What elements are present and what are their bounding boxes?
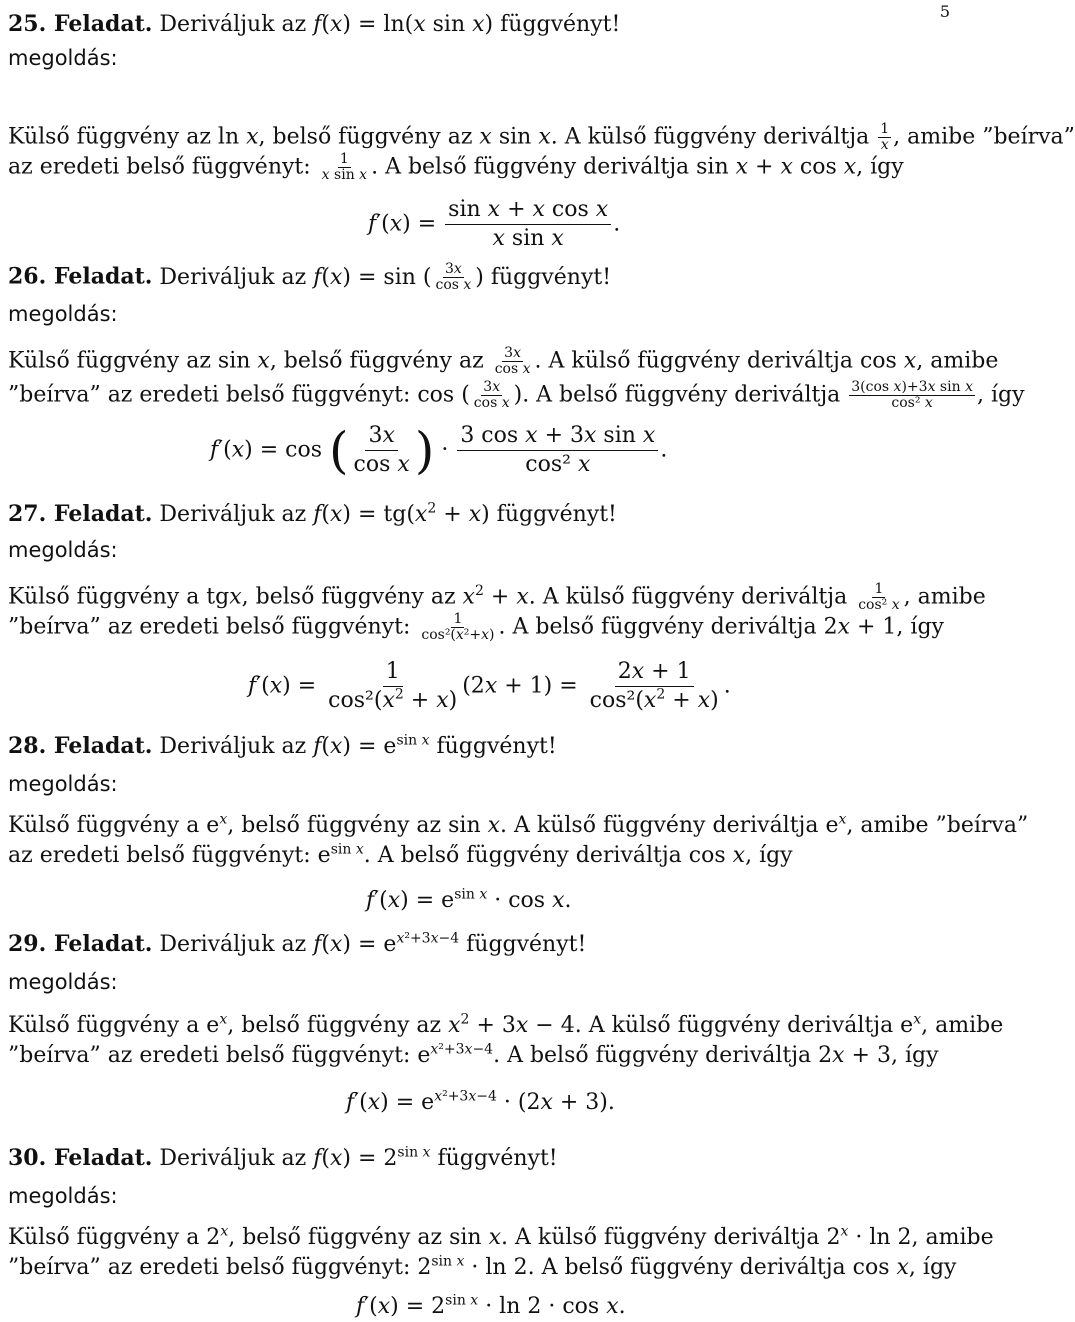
solution-text-line-1: Külső függvény a $e^x$, belső függvény az $x^2 + 3x - 4$. A külső függvény deriváltja $e^x$, amibe — [8, 1011, 1004, 1038]
solution-text-line-1: Külső függvény az ln x, belső függvény az x sin x. A külső függvény deriváltja $\frac{1}{x}$ , amibe ”beírva” — [8, 121, 1075, 153]
problem-statement: Deriváljuk az $f(x) = 2^{sin x}$ függvényt! — [159, 1144, 558, 1171]
page-number: 5 — [939, 2, 950, 21]
result-equation: f′(x) = $\frac{\text{sin x + x cos x}}{\text{x sin x}}$ . — [368, 197, 621, 251]
solution-text-line-2: ”beírva” az eredeti belső függvényt: $\frac{1}{\text{cos²(x²+x)}}$ . A belső függvény deriváltja 2x + 1, így — [8, 611, 944, 643]
problem-number: 27. Feladat. — [8, 501, 153, 527]
solution-text-line-2: az eredeti belső függvényt: $e^{sin x}$. A belső függvény deriváltja cos x, így — [8, 841, 793, 868]
problem-number: 26. Feladat. — [8, 263, 153, 290]
problem-title — [8, 930, 586, 959]
solution-label: megoldás: — [8, 1184, 118, 1208]
solution-text-line-1: Külső függvény a $e^x$, belső függvény az sin x. A külső függvény deriváltja $e^x$, amibe ”beírva” — [8, 811, 1029, 838]
problem-number: 25. Feladat. — [8, 11, 153, 37]
solution-text-line-1: Külső függvény az sin x, belső függvény az $\frac{3x}{\text{cos x}}$ . A külső függvény deriváltja cos x, amibe — [8, 345, 999, 377]
result-equation: f′(x) = $\frac{1}{\cos^2(x^2 + x)}$ (2x + 1) = $\frac{2x + 1}{\cos^2(x^2 + x)}$ . — [248, 659, 731, 713]
result-equation: f′(x) = cos ( $\frac{3x}{\text{cos x}}$ ) · $\frac{\text{3 cos x + 3x sin x}}{\text{cos² x}}$ . — [210, 421, 668, 480]
solution-text-line-2: ”beírva” az eredeti belső függvényt: $2^{sin x} \cdot \ln 2$. A belső függvény deriváltja cos x, így — [8, 1253, 957, 1280]
problem-statement: Deriváljuk az f(x) = ln(x sin x) függvényt! — [159, 12, 621, 37]
solution-label: megoldás: — [8, 302, 118, 326]
problem-statement: Deriváljuk az f(x) = sin ( $\frac{3x}{\text{cos x}}$ ) függvényt! — [159, 261, 612, 293]
problem-title — [8, 1144, 558, 1173]
solution-text-line-2: az eredeti belső függvényt: $\frac{1}{\text{x sin x}}$ . A belső függvény deriváltja sin x + x cos x, így — [8, 151, 904, 183]
result-equation: $f'(x) = e^{x^2+3x-4} \cdot (2x + 3)$. — [346, 1088, 615, 1115]
solution-label: megoldás: — [8, 970, 118, 994]
problem-title — [8, 500, 617, 529]
solution-text-line-2: ”beírva” az eredeti belső függvényt: $e^{x^2+3x-4}$. A belső függvény deriváltja 2x + 3, így — [8, 1041, 939, 1068]
problem-statement: Deriváljuk az $f(x) = e^{x^2+3x-4}$ függvényt! — [159, 930, 587, 957]
problem-number: 28. Feladat. — [8, 733, 153, 759]
problem-number: 30. Feladat. — [8, 1145, 153, 1171]
solution-label: megoldás: — [8, 772, 118, 796]
problem-number: 29. Feladat. — [8, 931, 153, 957]
solution-text-line-2: ”beírva” az eredeti belső függvényt: cos ( $\frac{3x}{\text{cos x}}$ ). A belső függvény deriváltja $\frac{\text{3(cos x)+3x sin x}}{\text{cos² x}}$ , így — [8, 379, 1025, 411]
result-equation: $f'(x) = e^{sin x} \cdot \cos x$. — [366, 886, 572, 913]
solution-label: megoldás: — [8, 538, 118, 562]
problem-statement: Deriváljuk az $f(x) = e^{sin x}$ függvényt! — [159, 732, 557, 759]
problem-title — [8, 262, 611, 293]
solution-text-line-1: Külső függvény a 2$^x$, belső függvény az sin x. A külső függvény deriváltja $2^x \cdot \ln 2$, amibe — [8, 1223, 994, 1250]
solution-text-line-1: Külső függvény a tgx, belső függvény az $x^2 + x$. A külső függvény deriváltja $\frac{1}{\text{cos² x}}$ , amibe — [8, 581, 986, 613]
problem-title — [8, 10, 620, 39]
problem-title — [8, 732, 557, 761]
problem-statement: Deriváljuk az $f(x) = tg(x^2 + x)$ függvényt! — [159, 500, 617, 527]
result-equation: $f'(x) = 2^{sin x} \cdot \ln 2 \cdot \cos x$. — [356, 1292, 626, 1319]
solution-label: megoldás: — [8, 46, 118, 70]
